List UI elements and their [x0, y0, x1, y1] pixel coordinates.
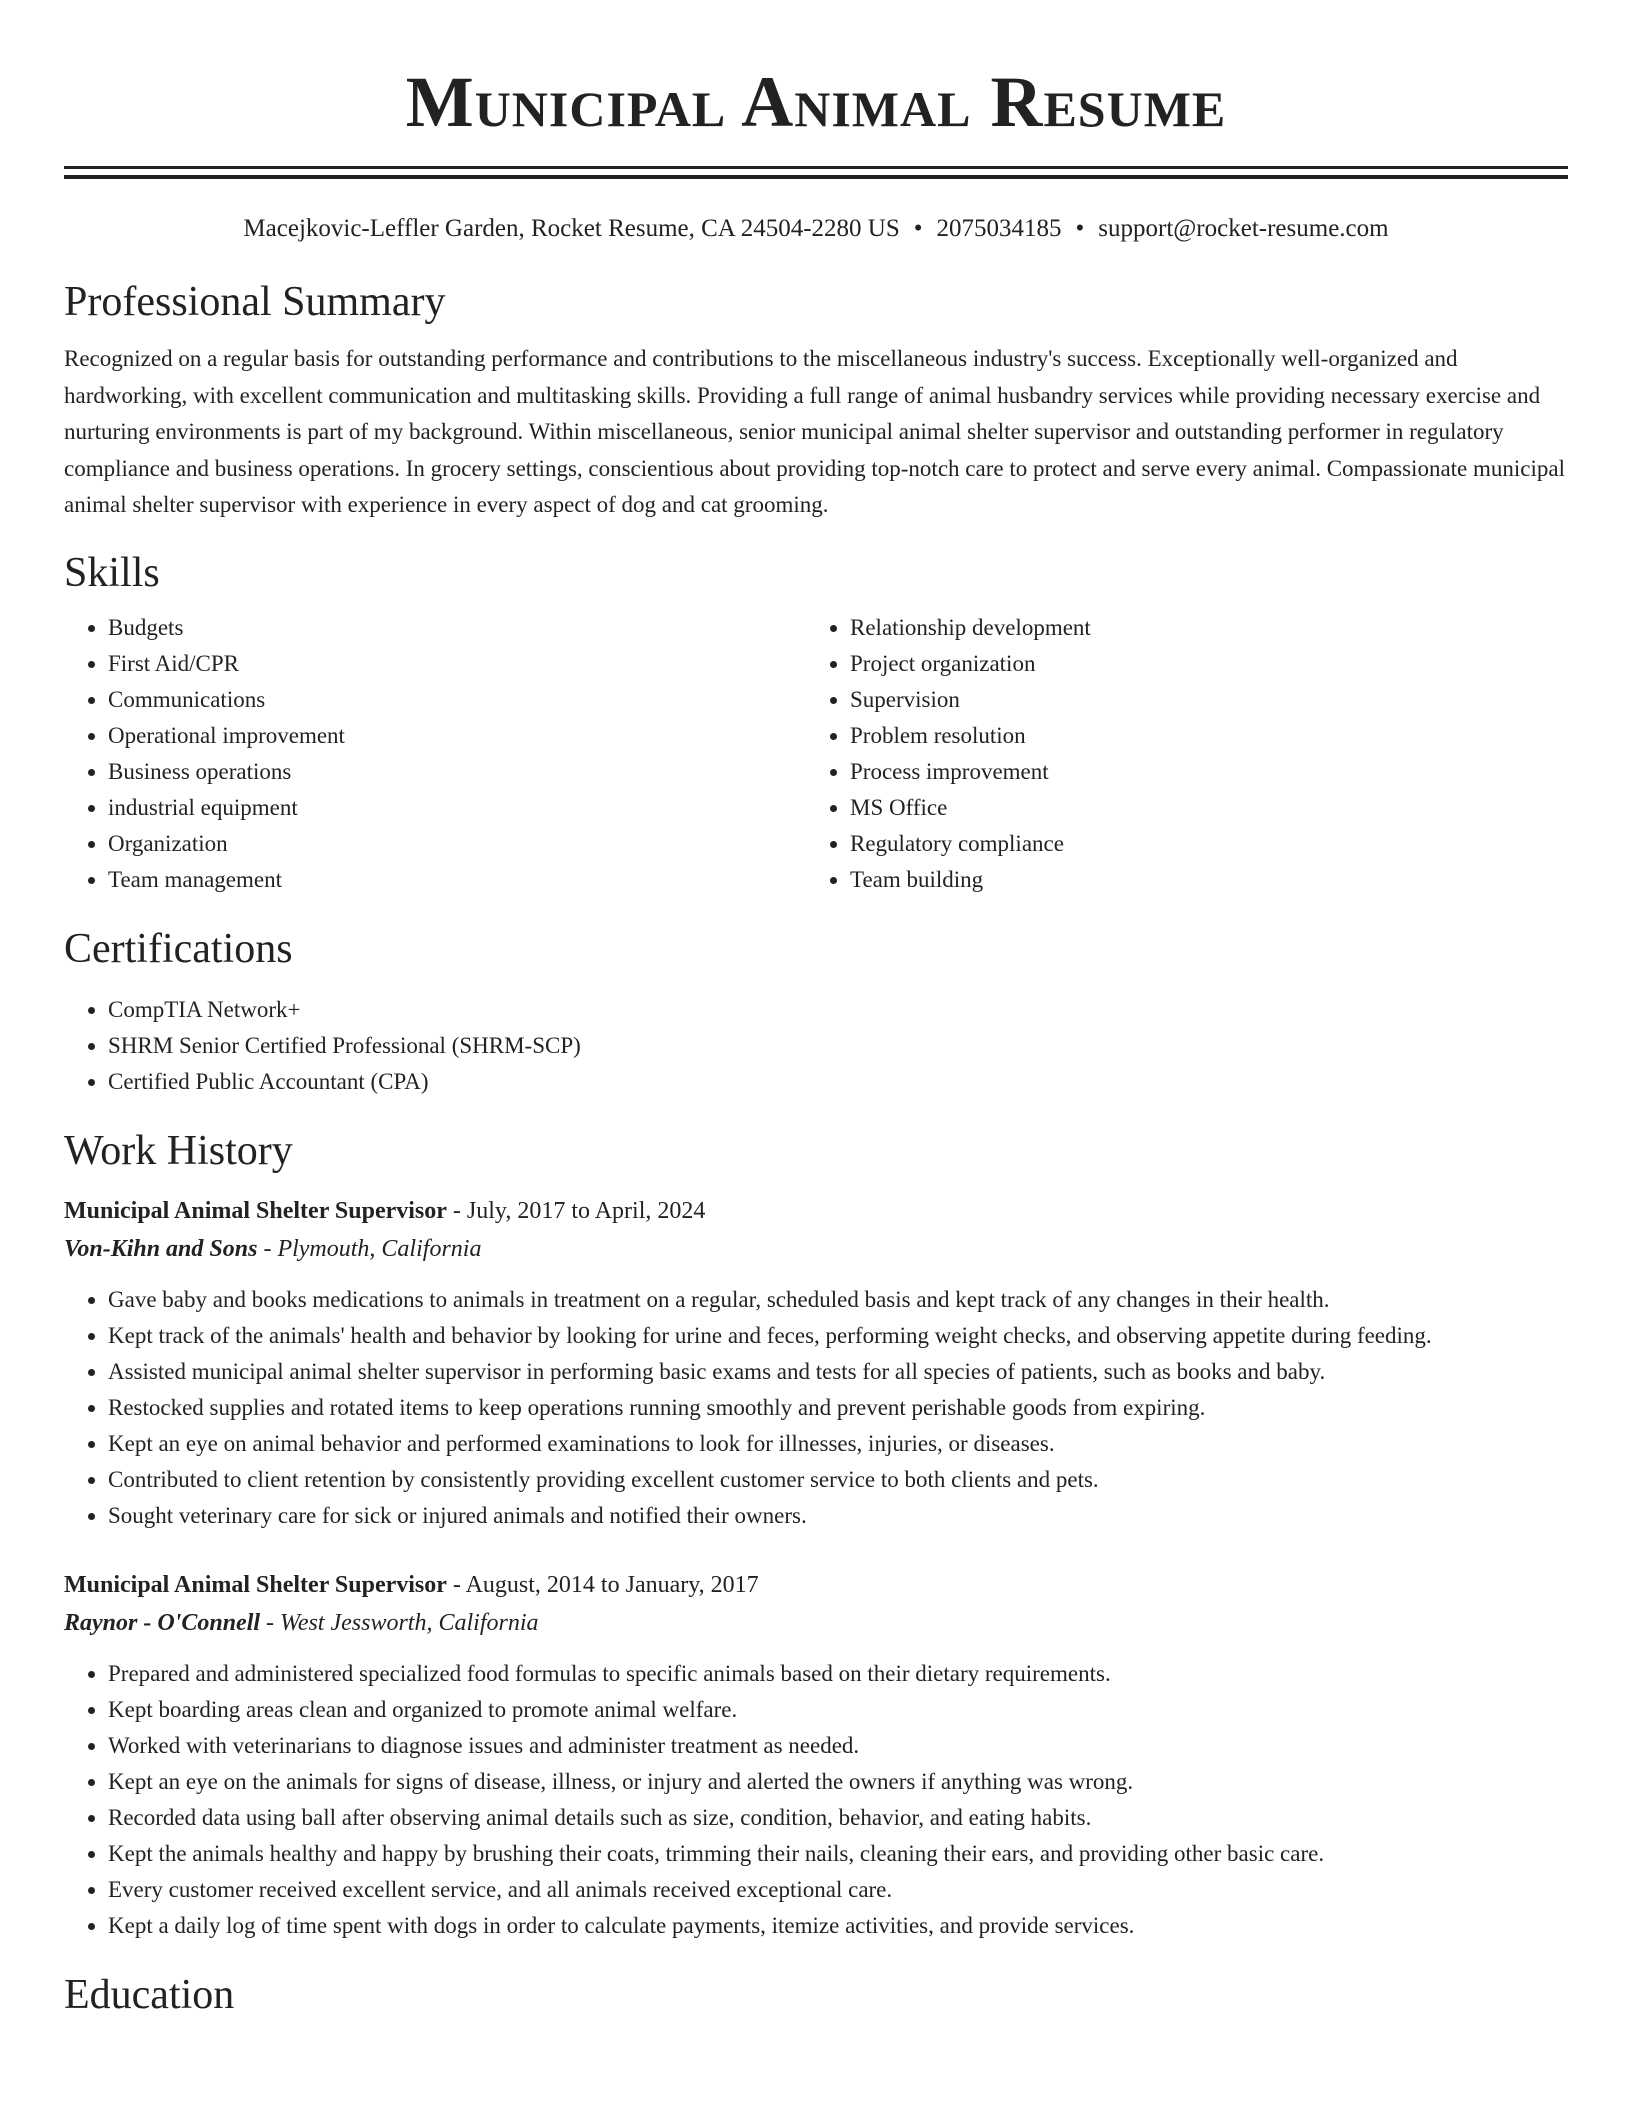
section-title-certifications: Certifications	[64, 925, 293, 972]
skills-column-right	[806, 610, 1548, 898]
job-duty-item: • Sought veterinary care for sick or injured animals and notified their owners.	[108, 1498, 1568, 1534]
skills-list-left	[64, 610, 806, 898]
skill-item: • Operational improvement	[108, 718, 806, 754]
job-entry	[64, 1192, 1568, 1534]
job-duty-item: • Kept the animals healthy and happy by brushing their coats, trimming their nails, cleaning their ears, and providing other basic care.	[108, 1836, 1568, 1872]
company-name: Von-Kihn and Sons	[64, 1235, 258, 1262]
job-duties-list	[64, 1656, 1568, 1944]
job-duty-item: • Kept an eye on animal behavior and performed examinations to look for illnesses, injuries, or diseases.	[108, 1426, 1568, 1462]
skill-item: • Relationship development	[850, 610, 1548, 646]
job-duty-item: • Recorded data using ball after observing animal details such as size, condition, behavior, and eating habits.	[108, 1800, 1568, 1836]
job-dates: - August, 2014 to January, 2017	[446, 1571, 759, 1598]
skills-list-right	[806, 610, 1548, 898]
job-entry	[64, 1566, 1568, 1944]
certifications-list	[64, 992, 1568, 1100]
skill-item: • Problem resolution	[850, 718, 1548, 754]
contact-separator: •	[913, 215, 923, 242]
contact-phone: 2075034185	[936, 215, 1062, 242]
job-heading	[64, 1192, 1568, 1230]
section-title-work-history: Work History	[64, 1127, 293, 1174]
skill-item: • Process improvement	[850, 754, 1548, 790]
skill-item: • Project organization	[850, 646, 1548, 682]
job-duty-item: • Kept boarding areas clean and organized to promote animal welfare.	[108, 1692, 1568, 1728]
certification-item: • CompTIA Network+	[108, 992, 1568, 1028]
job-duty-item: • Restocked supplies and rotated items to keep operations running smoothly and prevent perishable goods from expiring.	[108, 1390, 1568, 1426]
summary-text: Recognized on a regular basis for outstanding performance and contributions to the miscellaneous industry's success. Exceptionally well-organized and hardworking, with excellent communication and multitasking skills. Providing a full range of animal husbandry services while providing necessary exercise and nurturing environments is part of my background. Within miscellaneous, senior municipal animal shelter supervisor and outstanding performer in regulatory compliance and business operations. In grocery settings, conscientious about providing top-notch care to protect and serve every animal. Compassionate municipal animal shelter supervisor with experience in every aspect of dog and cat grooming.	[64, 346, 1565, 517]
company-location: - Plymouth, California	[257, 1235, 482, 1262]
job-duty-item: • Assisted municipal animal shelter supervisor in performing basic exams and tests for all species of patients, such as books and baby.	[108, 1354, 1568, 1390]
skill-item: • Communications	[108, 682, 806, 718]
certification-item: • SHRM Senior Certified Professional (SHRM-SCP)	[108, 1028, 1568, 1064]
section-title-summary: Professional Summary	[64, 279, 446, 325]
contact-address: Macejkovic-Leffler Garden, Rocket Resume, CA 24504-2280 US	[243, 215, 900, 242]
skill-item: • Organization	[108, 826, 806, 862]
job-duties-list	[64, 1282, 1568, 1534]
header-divider-top	[64, 166, 1568, 169]
skill-item: • Budgets	[108, 610, 806, 646]
skill-item: • Team building	[850, 862, 1548, 898]
contact-separator: •	[1075, 215, 1085, 242]
job-company-line	[64, 1230, 1568, 1268]
section-title-skills: Skills	[64, 549, 160, 596]
job-title: Municipal Animal Shelter Supervisor	[64, 1197, 447, 1224]
job-duty-item: • Kept a daily log of time spent with dogs in order to calculate payments, itemize activities, and provide services.	[108, 1908, 1568, 1944]
skills-column-left	[64, 610, 806, 898]
company-location: - West Jessworth, California	[260, 1609, 539, 1636]
job-dates: - July, 2017 to April, 2024	[446, 1197, 706, 1224]
job-duty-item: • Kept track of the animals' health and behavior by looking for urine and feces, performing weight checks, and observing appetite during feeding.	[108, 1318, 1568, 1354]
section-title-education: Education	[64, 1971, 235, 2018]
skill-item: • Business operations	[108, 754, 806, 790]
contact-line	[64, 213, 1568, 245]
skill-item: • Supervision	[850, 682, 1548, 718]
skill-item: • Regulatory compliance	[850, 826, 1548, 862]
job-duty-item: • Contributed to client retention by consistently providing excellent customer service to both clients and pets.	[108, 1462, 1568, 1498]
contact-email: support@rocket-resume.com	[1098, 215, 1389, 242]
job-heading	[64, 1566, 1568, 1604]
header-divider-bottom	[64, 175, 1568, 179]
job-duty-item: • Prepared and administered specialized food formulas to specific animals based on their dietary requirements.	[108, 1656, 1568, 1692]
job-title: Municipal Animal Shelter Supervisor	[64, 1571, 447, 1598]
job-company-line	[64, 1604, 1568, 1642]
job-duty-item: • Kept an eye on the animals for signs of disease, illness, or injury and alerted the owners if anything was wrong.	[108, 1764, 1568, 1800]
certification-item: • Certified Public Accountant (CPA)	[108, 1064, 1568, 1100]
skill-item: • industrial equipment	[108, 790, 806, 826]
skills-columns	[64, 610, 1568, 898]
job-duty-item: • Gave baby and books medications to animals in treatment on a regular, scheduled basis and kept track of any changes in their health.	[108, 1282, 1568, 1318]
resume-name: Municipal Animal Resume	[405, 62, 1227, 142]
skill-item: • MS Office	[850, 790, 1548, 826]
company-name: Raynor - O'Connell	[64, 1609, 261, 1636]
job-duty-item: • Worked with veterinarians to diagnose issues and administer treatment as needed.	[108, 1728, 1568, 1764]
skill-item: • Team management	[108, 862, 806, 898]
job-duty-item: • Every customer received excellent service, and all animals received exceptional care.	[108, 1872, 1568, 1908]
skill-item: • First Aid/CPR	[108, 646, 806, 682]
